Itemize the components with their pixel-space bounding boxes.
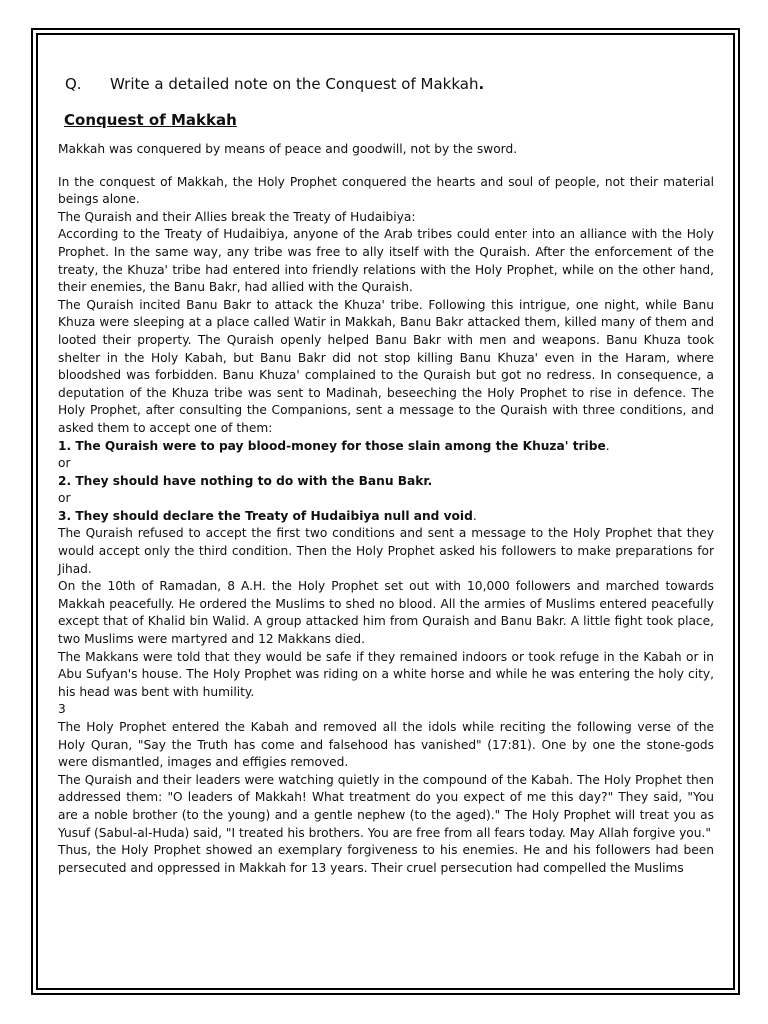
paragraph: [58, 297, 714, 438]
paragraph: [58, 490, 714, 508]
paragraph-text: According to the Treaty of Hudaibiya, anyone of the Arab tribes could enter into an alliance with the Holy Prophet. In the same way, any tribe was free to ally itself with the Quraish. After the enforcement of the treaty, the Khuza' tribe had entered into friendly relations with the Holy Prophet, while on the other hand, their enemies, the Banu Bakr, had allied with the Quraish.: [58, 227, 714, 295]
paragraph-text: Thus, the Holy Prophet showed an exemplary forgiveness to his enemies. He and his followers had been persecuted and oppressed in Makkah for 13 years. Their cruel persecution had compelled the Muslims: [58, 843, 714, 875]
paragraph: [58, 842, 714, 877]
paragraph-text: On the 10th of Ramadan, 8 A.H. the Holy Prophet set out with 10,000 followers and marched towards Makkah peacefully. He ordered the Muslims to shed no blood. All the armies of Muslims entered peacefully except that of Khalid bin Walid. A group attacked him from Quraish and Banu Bakr. A little fight took place, two Muslims were martyred and 12 Makkans died.: [58, 579, 714, 647]
paragraph: [58, 772, 714, 842]
question-period: .: [478, 75, 485, 93]
paragraph: [58, 701, 714, 719]
paragraph-gap: [58, 159, 714, 174]
paragraph-text: or: [58, 491, 71, 506]
paragraph: [58, 438, 714, 456]
paragraph-tail: .: [605, 438, 610, 453]
document-body: [58, 74, 714, 877]
paragraph-text: In the conquest of Makkah, the Holy Prophet conquered the hearts and soul of people, not their material beings alone.: [58, 174, 714, 207]
paragraph-text: The Holy Prophet entered the Kabah and removed all the idols while reciting the following verse of the Holy Quran, "Say the Truth has come and falsehood has vanished" (17:81). One by one the stone-gods were dismantled, images and effigies removed.: [58, 720, 714, 770]
question-text: Write a detailed note on the Conquest of Makkah: [110, 75, 479, 93]
paragraph-text: The Makkans were told that they would be safe if they remained indoors or took refuge in the Kabah or in Abu Sufyan's house. The Holy Prophet was riding on a white horse and while he was entering the holy city, his head was bent with humility.: [58, 649, 714, 699]
paragraph: [58, 209, 714, 227]
paragraph: [58, 141, 714, 159]
paragraph-text: 1. The Quraish were to pay blood-money for those slain among the Khuza' tribe: [58, 438, 606, 453]
paragraph: [58, 649, 714, 702]
paragraph: [58, 508, 714, 526]
paragraph-text: 3. They should declare the Treaty of Hudaibiya null and void: [58, 508, 473, 523]
paragraph-text: 2. They should have nothing to do with the Banu Bakr.: [58, 473, 433, 488]
paragraph: [58, 174, 714, 209]
paragraph-text: 3: [58, 702, 66, 717]
paragraph-list: [58, 141, 714, 877]
question-heading: [65, 74, 714, 94]
question-text-wrap: [110, 74, 484, 94]
paragraph-text: Makkah was conquered by means of peace and goodwill, not by the sword.: [58, 142, 518, 156]
paragraph-text: The Quraish and their Allies break the Treaty of Hudaibiya:: [58, 209, 416, 224]
paragraph: [58, 719, 714, 772]
paragraph-text: or: [58, 456, 71, 471]
paragraph: [58, 525, 714, 578]
paragraph: [58, 226, 714, 296]
paragraph-text: The Quraish refused to accept the first two conditions and sent a message to the Holy Prophet that they would accept only the third condition. Then the Holy Prophet asked his followers to make preparations for Jihad.: [58, 526, 714, 576]
paragraph: [58, 473, 714, 491]
paragraph: [58, 578, 714, 648]
paragraph-text: The Quraish and their leaders were watching quietly in the compound of the Kabah. The Holy Prophet then addressed them: "O leaders of Makkah! What treatment do you expect of me this day?" They said, "You are a noble brother (to the young) and a gentle nephew (to the aged)." The Holy Prophet will treat you as Yusuf (Sabul-al-Huda) said, "I treated his brothers. You are free from all fears today. May Allah forgive you.": [58, 772, 714, 840]
paragraph: [58, 455, 714, 473]
question-label: Q.: [65, 75, 82, 93]
page-title: Conquest of Makkah: [64, 111, 237, 129]
paragraph-tail: .: [472, 508, 477, 523]
paragraph-text: The Quraish incited Banu Bakr to attack the Khuza' tribe. Following this intrigue, one night, while Banu Khuza were sleeping at a place called Watir in Makkah, Banu Bakr attacked them, killed many of them and looted their property. The Quraish openly helped Banu Bakr with men and weapons. Banu Khuza took shelter in the Holy Kabah, but Banu Bakr did not stop killing Banu Khuza' even in the Haram, where bloodshed was forbidden. Banu Khuza' complained to the Quraish but got no redress. In consequence, a deputation of the Khuza tribe was sent to Madinah, beseeching the Holy Prophet to rise in defence. The Holy Prophet, after consulting the Companions, sent a message to the Quraish with three conditions, and asked them to accept one of them:: [58, 297, 714, 435]
